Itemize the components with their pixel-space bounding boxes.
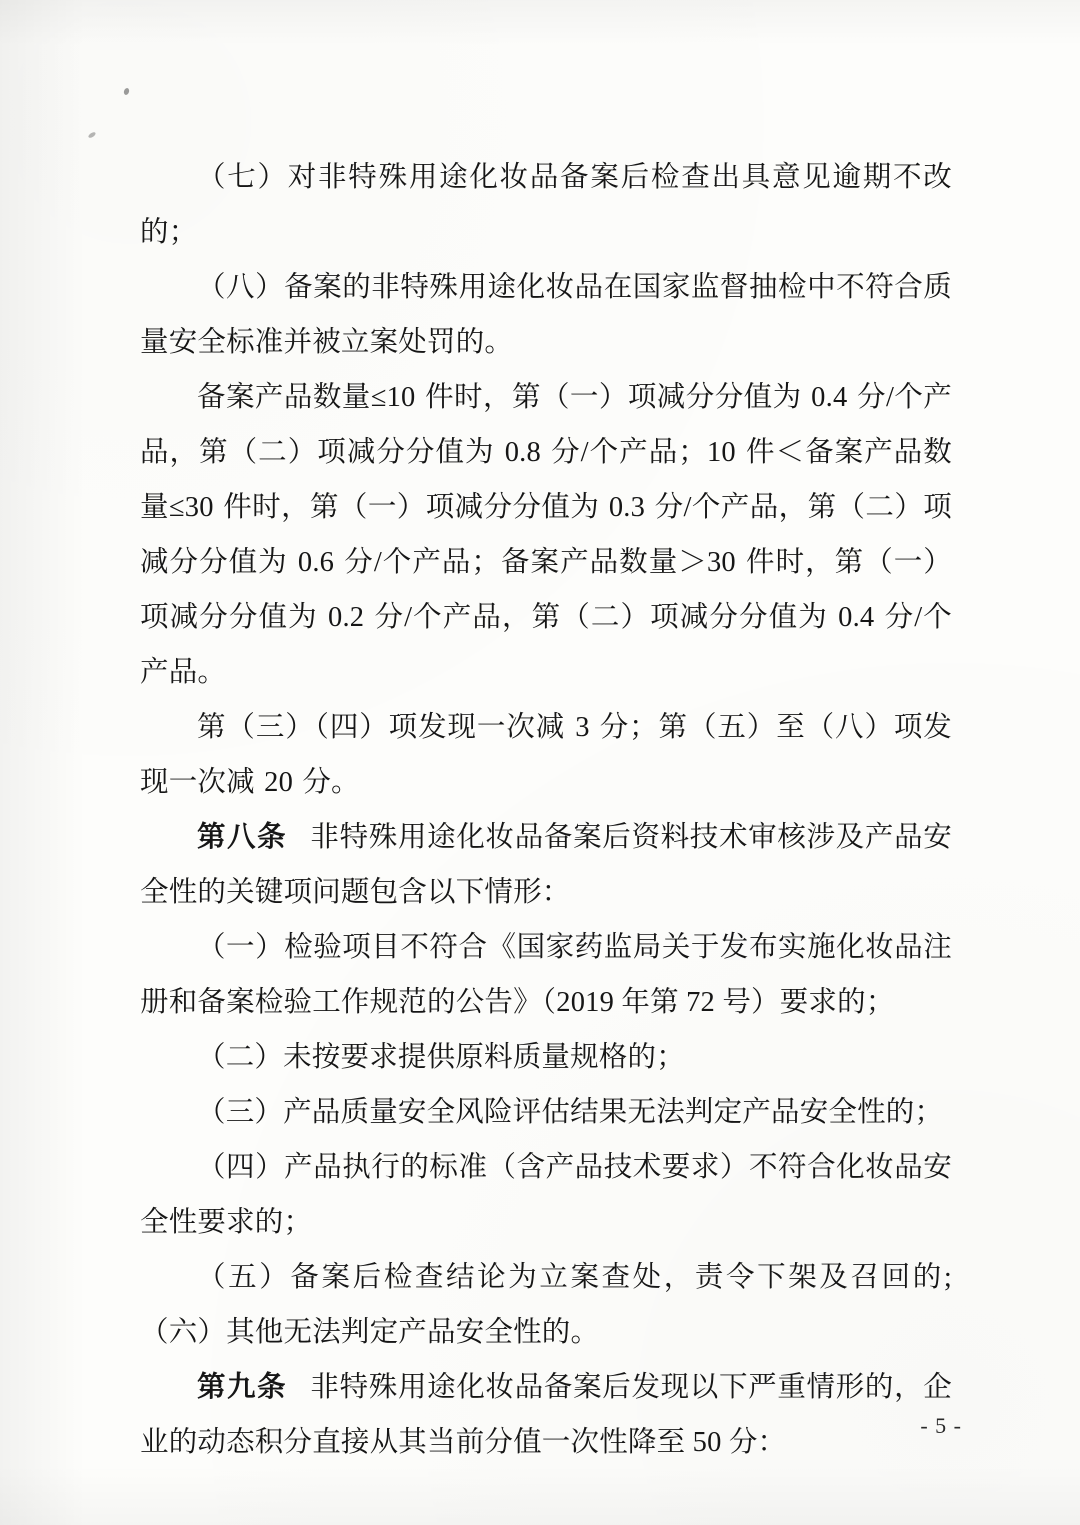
paragraph-article-8-item-4: [140, 1140, 952, 1250]
paragraph-text: （八）备案的非特殊用途化妆品在国家监督抽检中不符合质量安全标准并被立案处罚的。: [140, 272, 952, 358]
paragraph-text: （四）产品执行的标准（含产品技术要求）不符合化妆品安全性要求的；: [140, 1152, 952, 1238]
page-edge-shading-left: [0, 0, 86, 1525]
article-heading-label: 第八条: [197, 822, 287, 853]
paragraph-article-8-item-5: [140, 1250, 952, 1360]
paragraph-text: （七）对非特殊用途化妆品备案后检查出具意见逾期不改的；: [140, 162, 952, 248]
paragraph-item-8: [140, 260, 952, 370]
paragraph-article-8: [140, 810, 952, 920]
paragraph-text: （三）产品质量安全风险评估结果无法判定产品安全性的；: [197, 1097, 944, 1128]
paragraph-article-8-item-1: [140, 920, 952, 1030]
paragraph-scoring-rules: [140, 370, 952, 700]
page-number: - 5 -: [920, 1413, 962, 1438]
paragraph-scoring-rules-2: [140, 700, 952, 810]
paragraph-item-7: [140, 150, 952, 260]
article-heading-label: 第九条: [197, 1372, 287, 1403]
page-edge-shading-bottom: [0, 1465, 1080, 1525]
paragraph-text: 非特殊用途化妆品备案后资料技术审核涉及产品安全性的关键项问题包含以下情形：: [140, 822, 952, 908]
paragraph-article-9: [140, 1360, 952, 1470]
paragraph-text: （一）检验项目不符合《国家药监局关于发布实施化妆品注册和备案检验工作规范的公告》（2019 年第 72 号）要求的；: [140, 932, 952, 1018]
scan-artifact-speck: [123, 87, 130, 95]
document-body: [140, 150, 952, 1470]
paragraph-text: 第（三）（四）项发现一次减 3 分；第（五）至（八）项发现一次减 20 分。: [140, 712, 952, 798]
page-edge-shading-top: [0, 0, 1080, 46]
paragraph-text: （二）未按要求提供原料质量规格的；: [197, 1042, 685, 1073]
scan-artifact-speck: [88, 131, 97, 139]
paragraph-text: 备案产品数量≤10 件时，第（一）项减分分值为 0.4 分/个产品，第（二）项减分分值为 0.8 分/个产品；10 件＜备案产品数量≤30 件时，第（一）项减分分值为 0.3 分/个产品，第（二）项减分分值为 0.6 分/个产品；备案产品数量＞30 件时，第（一）项减分分值为 0.2 分/个产品，第（二）项减分分值为 0.4 分/个产品。: [140, 382, 952, 688]
paragraph-article-8-item-2: [140, 1030, 952, 1085]
paragraph-article-8-item-3: [140, 1085, 952, 1140]
paragraph-text: 非特殊用途化妆品备案后发现以下严重情形的，企业的动态积分直接从其当前分值一次性降至 50 分：: [140, 1372, 952, 1458]
paragraph-text: （五）备案后检查结论为立案查处，责令下架及召回的;（六）其他无法判定产品安全性的。: [140, 1262, 952, 1348]
